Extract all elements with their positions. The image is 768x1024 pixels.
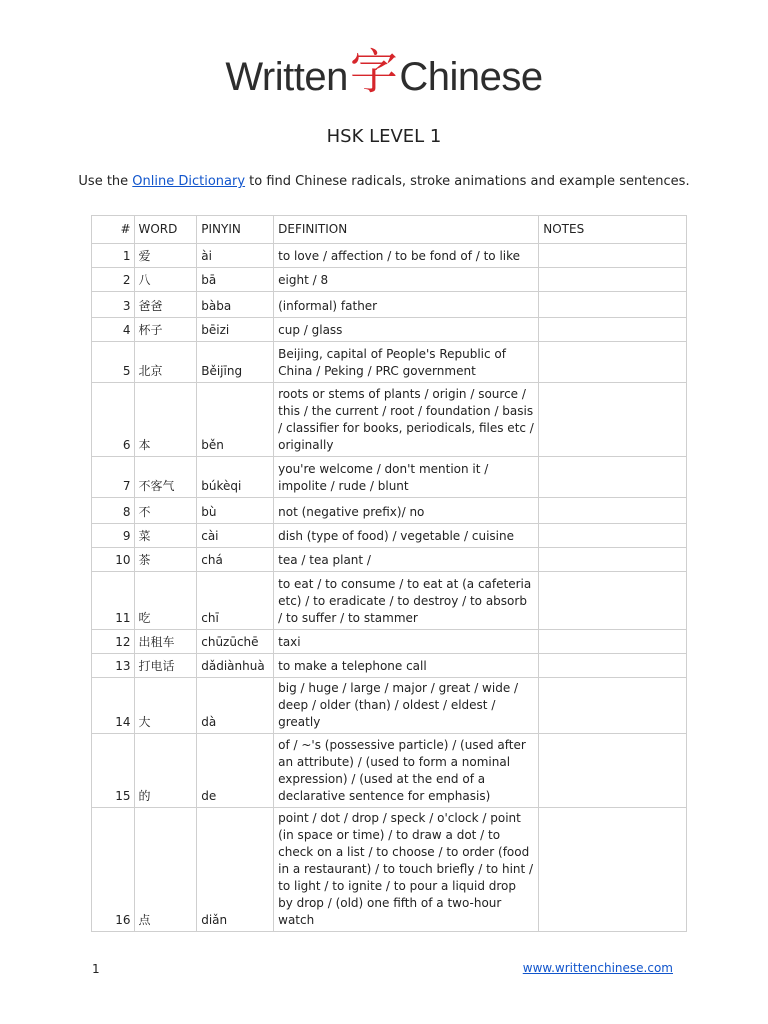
table-row xyxy=(92,292,687,318)
cell-word: 茶 xyxy=(134,548,197,572)
cell-num: 8 xyxy=(92,498,135,524)
online-dictionary-link[interactable]: Online Dictionary xyxy=(132,174,246,189)
cell-pinyin: běn xyxy=(197,383,274,457)
table-row xyxy=(92,383,687,457)
cell-notes xyxy=(539,292,687,318)
cell-word: 菜 xyxy=(134,524,197,548)
cell-num: 13 xyxy=(92,654,135,678)
table-row xyxy=(92,524,687,548)
cell-pinyin: chūzūchē xyxy=(197,630,274,654)
cell-num: 3 xyxy=(92,292,135,318)
table-row xyxy=(92,244,687,268)
cell-pinyin: ài xyxy=(197,244,274,268)
cell-notes xyxy=(539,244,687,268)
logo-text-right: Chinese xyxy=(399,55,543,99)
cell-word: 北京 xyxy=(134,342,197,383)
intro-before: Use the xyxy=(78,174,133,189)
website-link[interactable]: www.writtenchinese.com xyxy=(522,961,673,975)
cell-pinyin: Běijīng xyxy=(197,342,274,383)
cell-notes xyxy=(539,678,687,734)
logo-text-left: Written xyxy=(225,55,348,99)
table-row xyxy=(92,498,687,524)
cell-num: 7 xyxy=(92,457,135,498)
cell-definition: of / ~'s (possessive particle) / (used after an attribute) / (used to form a nominal expression) / (used at the end of a declarative sentence for emphasis) xyxy=(274,734,539,808)
cell-notes xyxy=(539,572,687,630)
cell-notes xyxy=(539,498,687,524)
table-header-row xyxy=(92,216,687,244)
cell-notes xyxy=(539,318,687,342)
page-title: HSK LEVEL 1 xyxy=(326,126,442,147)
intro-text xyxy=(0,174,768,189)
cell-pinyin: chá xyxy=(197,548,274,572)
cell-definition: to eat / to consume / to eat at (a cafeteria etc) / to eradicate / to destroy / to absorb / to suffer / to stammer xyxy=(274,572,539,630)
table-row xyxy=(92,654,687,678)
cell-definition: to make a telephone call xyxy=(274,654,539,678)
header-num: # xyxy=(92,216,135,244)
cell-word: 本 xyxy=(134,383,197,457)
cell-definition: dish (type of food) / vegetable / cuisine xyxy=(274,524,539,548)
cell-word: 吃 xyxy=(134,572,197,630)
cell-definition: eight / 8 xyxy=(274,268,539,292)
cell-num: 12 xyxy=(92,630,135,654)
cell-num: 14 xyxy=(92,678,135,734)
cell-definition: you're welcome / don't mention it / impolite / rude / blunt xyxy=(274,457,539,498)
cell-definition: roots or stems of plants / origin / source / this / the current / root / foundation / basis / classifier for books, periodicals, files etc / originally xyxy=(274,383,539,457)
cell-notes xyxy=(539,457,687,498)
cell-word: 点 xyxy=(134,808,197,932)
cell-notes xyxy=(539,654,687,678)
cell-definition: big / huge / large / major / great / wide / deep / older (than) / oldest / eldest / greatly xyxy=(274,678,539,734)
cell-word: 不 xyxy=(134,498,197,524)
logo-character: 字 xyxy=(349,44,398,100)
cell-num: 15 xyxy=(92,734,135,808)
cell-pinyin: bā xyxy=(197,268,274,292)
cell-num: 4 xyxy=(92,318,135,342)
cell-notes xyxy=(539,630,687,654)
cell-word: 不客气 xyxy=(134,457,197,498)
table-row xyxy=(92,678,687,734)
cell-notes xyxy=(539,342,687,383)
table-body xyxy=(92,244,687,932)
cell-pinyin: diǎn xyxy=(197,808,274,932)
table-row xyxy=(92,268,687,292)
cell-word: 出租车 xyxy=(134,630,197,654)
cell-num: 2 xyxy=(92,268,135,292)
cell-definition: not (negative prefix)/ no xyxy=(274,498,539,524)
cell-notes xyxy=(539,524,687,548)
table-row xyxy=(92,734,687,808)
cell-pinyin: bàba xyxy=(197,292,274,318)
header-notes: NOTES xyxy=(539,216,687,244)
cell-num: 11 xyxy=(92,572,135,630)
page-number: 1 xyxy=(92,962,100,976)
intro-after: to find Chinese radicals, stroke animations and example sentences. xyxy=(245,174,690,189)
cell-pinyin: bù xyxy=(197,498,274,524)
cell-num: 9 xyxy=(92,524,135,548)
cell-definition: cup / glass xyxy=(274,318,539,342)
cell-notes xyxy=(539,548,687,572)
table-row xyxy=(92,548,687,572)
cell-pinyin: chī xyxy=(197,572,274,630)
table-row xyxy=(92,342,687,383)
cell-notes xyxy=(539,268,687,292)
cell-notes xyxy=(539,808,687,932)
cell-word: 的 xyxy=(134,734,197,808)
cell-notes xyxy=(539,734,687,808)
cell-definition: taxi xyxy=(274,630,539,654)
cell-definition: Beijing, capital of People's Republic of China / Peking / PRC government xyxy=(274,342,539,383)
cell-pinyin: de xyxy=(197,734,274,808)
logo xyxy=(0,44,768,107)
cell-pinyin: búkèqi xyxy=(197,457,274,498)
header-definition: DEFINITION xyxy=(274,216,539,244)
table-row xyxy=(92,457,687,498)
cell-num: 6 xyxy=(92,383,135,457)
cell-word: 爸爸 xyxy=(134,292,197,318)
cell-pinyin: dǎdiànhuà xyxy=(197,654,274,678)
table-row xyxy=(92,630,687,654)
cell-word: 杯子 xyxy=(134,318,197,342)
cell-definition: point / dot / drop / speck / o'clock / point (in space or time) / to draw a dot / to check on a list / to choose / to order (food in a restaurant) / to touch briefly / to hint / to light / to ignite / to pour a liquid drop by drop / (old) one fifth of a two-hour watch xyxy=(274,808,539,932)
table-row xyxy=(92,318,687,342)
table-row xyxy=(92,808,687,932)
cell-num: 16 xyxy=(92,808,135,932)
cell-definition: to love / affection / to be fond of / to like xyxy=(274,244,539,268)
cell-word: 爱 xyxy=(134,244,197,268)
table-row xyxy=(92,572,687,630)
cell-num: 5 xyxy=(92,342,135,383)
cell-num: 10 xyxy=(92,548,135,572)
cell-word: 八 xyxy=(134,268,197,292)
header-word: WORD xyxy=(134,216,197,244)
cell-pinyin: cài xyxy=(197,524,274,548)
cell-definition: (informal) father xyxy=(274,292,539,318)
cell-word: 大 xyxy=(134,678,197,734)
cell-pinyin: bēizi xyxy=(197,318,274,342)
header-pinyin: PINYIN xyxy=(197,216,274,244)
cell-pinyin: dà xyxy=(197,678,274,734)
vocabulary-table xyxy=(91,215,687,932)
cell-word: 打电话 xyxy=(134,654,197,678)
cell-definition: tea / tea plant / xyxy=(274,548,539,572)
cell-num: 1 xyxy=(92,244,135,268)
cell-notes xyxy=(539,383,687,457)
